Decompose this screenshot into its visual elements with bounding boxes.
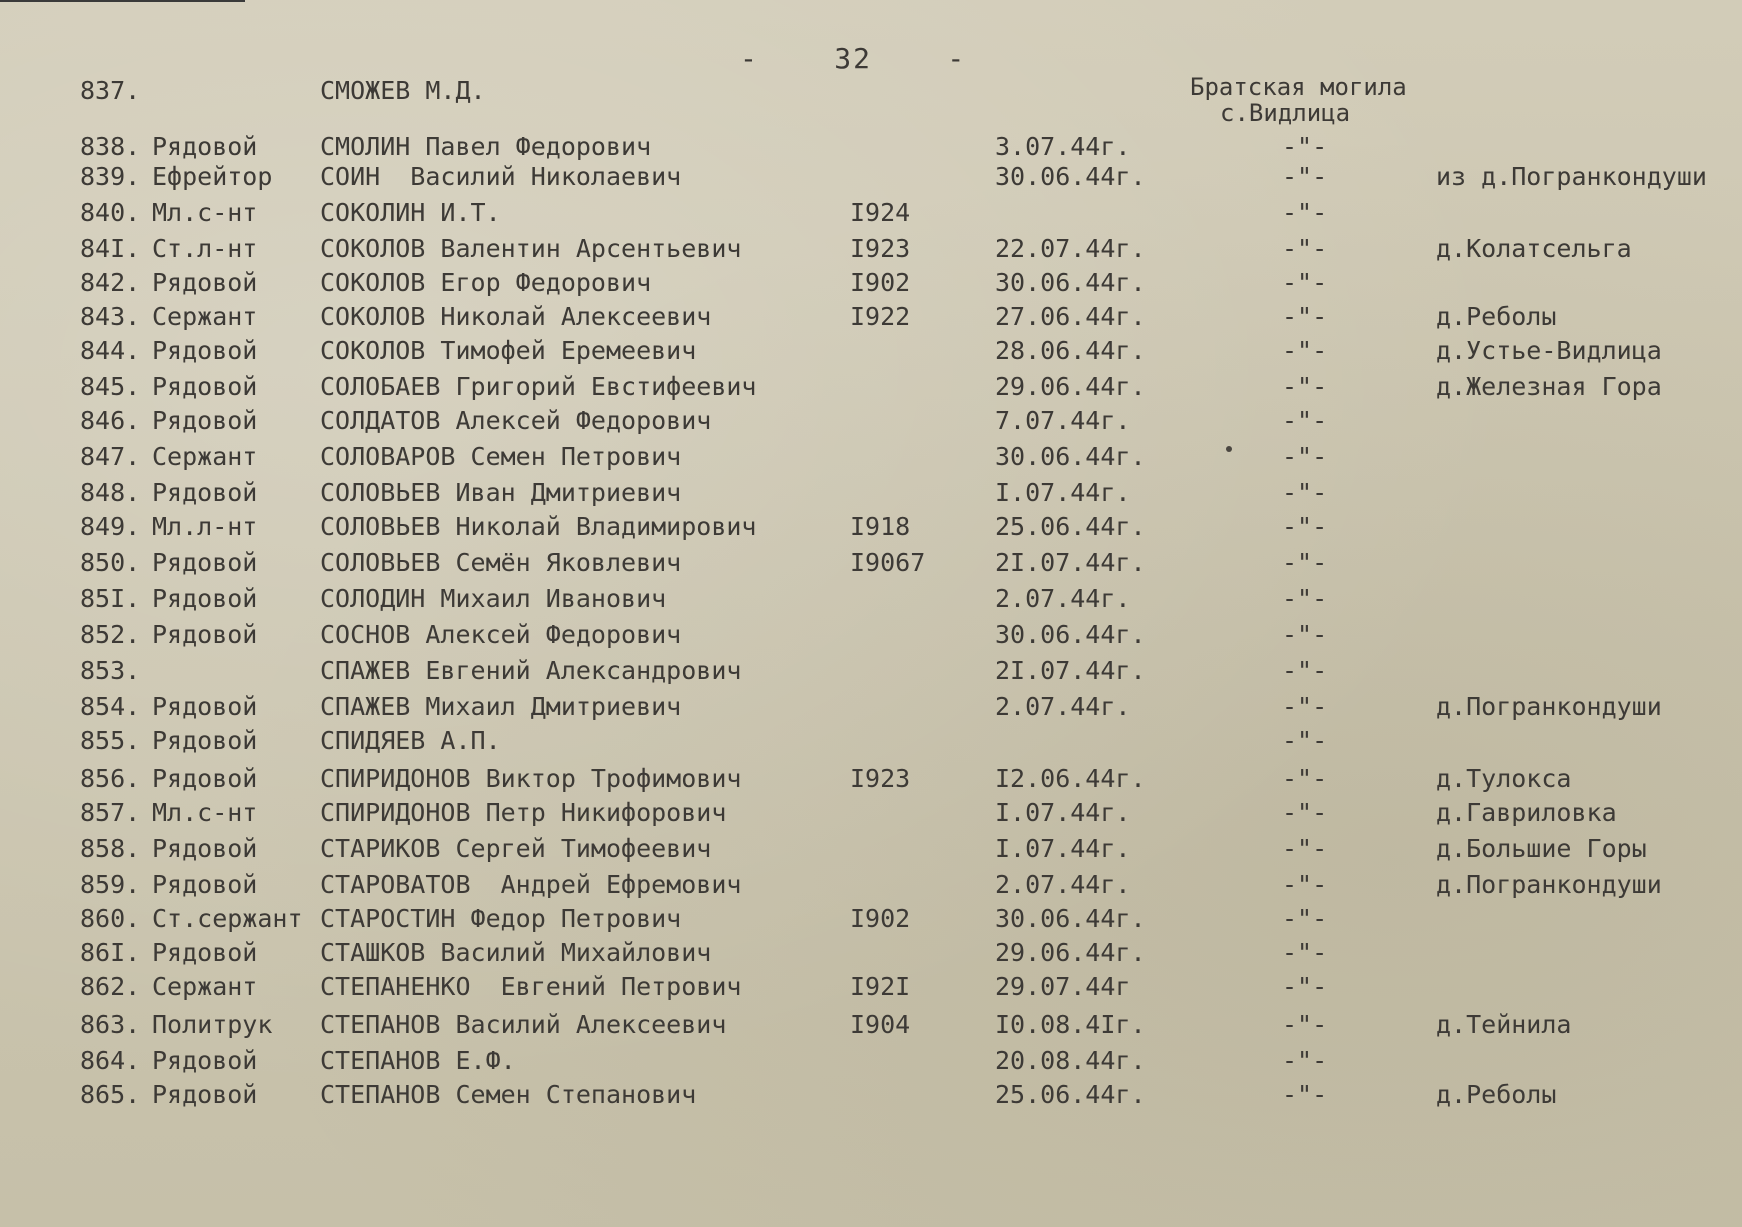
row-rank: Рядовой (152, 406, 258, 435)
row-rank: Рядовой (152, 938, 258, 967)
row-place: д.Колатсельга (1436, 234, 1632, 263)
row-name: СОЛОВАРОВ Семен Петрович (320, 442, 682, 471)
row-ditto: -"- (1282, 798, 1328, 827)
row-name: СОЛОВЬЕВ Иван Дмитриевич (320, 478, 682, 507)
row-name: СПИДЯЕВ А.П. (320, 726, 501, 755)
row-place: д.Устье-Видлица (1436, 336, 1662, 365)
row-date: 20.08.44г. (995, 1046, 1146, 1075)
row-date: 30.06.44г. (995, 620, 1146, 649)
row-num: 858. (80, 834, 141, 863)
row-num: 842. (80, 268, 141, 297)
row-rank: Рядовой (152, 692, 258, 721)
row-name: СОКОЛОВ Тимофей Еремеевич (320, 336, 697, 365)
row-name: СОЛОБАЕВ Григорий Евстифеевич (320, 372, 757, 401)
row-date: 29.06.44г. (995, 938, 1146, 967)
row-rank: Рядовой (152, 764, 258, 793)
row-num: 852. (80, 620, 141, 649)
row-date: 2.07.44г. (995, 870, 1131, 899)
row-name: СМОЛИН Павел Федорович (320, 132, 652, 161)
row-place: д.Погранкондуши (1436, 692, 1662, 721)
row-name: СПАЖЕВ Михаил Дмитриевич (320, 692, 682, 721)
row-name: СТАШКОВ Василий Михайлович (320, 938, 712, 967)
row-ditto: -"- (1282, 584, 1328, 613)
row-name: СПИРИДОНОВ Виктор Трофимович (320, 764, 742, 793)
row-date: 27.06.44г. (995, 302, 1146, 331)
row-num: 845. (80, 372, 141, 401)
row-year: I924 (850, 198, 911, 227)
row-num: 865. (80, 1080, 141, 1109)
row-year: I904 (850, 1010, 911, 1039)
row-name: СОКОЛОВ Егор Федорович (320, 268, 652, 297)
row-num: 853. (80, 656, 141, 685)
row-date: I2.06.44г. (995, 764, 1146, 793)
row-ditto: -"- (1282, 764, 1328, 793)
row-name: СПИРИДОНОВ Петр Никифорович (320, 798, 727, 827)
row-name: СТАРОСТИН Федор Петрович (320, 904, 682, 933)
row-rank: Мл.с-нт (152, 798, 258, 827)
row-rank: Рядовой (152, 1080, 258, 1109)
row-ditto: -"- (1282, 162, 1328, 191)
row-year: I9067 (850, 548, 926, 577)
row-ditto: -"- (1282, 726, 1328, 755)
row-date: 28.06.44г. (995, 336, 1146, 365)
row-rank: Сержант (152, 302, 258, 331)
row-ditto: -"- (1282, 268, 1328, 297)
row-name: СОЛОВЬЕВ Семён Яковлевич (320, 548, 682, 577)
row-name: СТЕПАНЕНКО Евгений Петрович (320, 972, 742, 1001)
row-place: д.Железная Гора (1436, 372, 1662, 401)
row-num: 848. (80, 478, 141, 507)
row-date: 2.07.44г. (995, 584, 1131, 613)
row-ditto: -"- (1282, 620, 1328, 649)
row-rank: Ст.л-нт (152, 234, 258, 263)
row-num: 85I. (80, 584, 141, 613)
row-date: 30.06.44г. (995, 268, 1146, 297)
row-ditto: -"- (1282, 336, 1328, 365)
row-year: I923 (850, 234, 911, 263)
row-num: 839. (80, 162, 141, 191)
row-rank: Рядовой (152, 268, 258, 297)
row-num: 849. (80, 512, 141, 541)
row-date: 22.07.44г. (995, 234, 1146, 263)
row-date: 29.06.44г. (995, 372, 1146, 401)
row-rank: Рядовой (152, 1046, 258, 1075)
row-rank: Рядовой (152, 336, 258, 365)
row-rank: Рядовой (152, 834, 258, 863)
row-ditto: -"- (1282, 870, 1328, 899)
row-date: I.07.44г. (995, 798, 1131, 827)
row-ditto: -"- (1282, 1046, 1328, 1075)
row-place: д.Большие Горы (1436, 834, 1647, 863)
row-rank: Рядовой (152, 870, 258, 899)
row-rank: Рядовой (152, 478, 258, 507)
ink-speck (1226, 446, 1232, 452)
row-name: СТЕПАНОВ Семен Степанович (320, 1080, 697, 1109)
row-name: СТАРИКОВ Сергей Тимофеевич (320, 834, 712, 863)
row-ditto: -"- (1282, 302, 1328, 331)
row-place: д.Тейнила (1436, 1010, 1572, 1039)
row-date: 29.07.44г (995, 972, 1131, 1001)
row-ditto: -"- (1282, 198, 1328, 227)
row-place: д.Реболы (1436, 302, 1557, 331)
row-rank: Рядовой (152, 372, 258, 401)
row-date: I.07.44г. (995, 834, 1131, 863)
row-rank: Рядовой (152, 548, 258, 577)
row-date: 2I.07.44г. (995, 656, 1146, 685)
row-ditto: -"- (1282, 132, 1328, 161)
grave-header-line1: Братская могила (1190, 73, 1407, 101)
grave-header-line2: с.Видлица (1220, 99, 1351, 127)
row-name: СМОЖЕВ М.Д. (320, 76, 486, 105)
row-ditto: -"- (1282, 938, 1328, 967)
row-ditto: -"- (1282, 1080, 1328, 1109)
row-rank: Рядовой (152, 132, 258, 161)
row-year: I902 (850, 904, 911, 933)
row-name: СОИН Василий Николаевич (320, 162, 682, 191)
row-date: 2.07.44г. (995, 692, 1131, 721)
row-num: 838. (80, 132, 141, 161)
row-rank: Рядовой (152, 726, 258, 755)
row-place: д.Погранкондуши (1436, 870, 1662, 899)
row-name: СОКОЛОВ Валентин Арсентьевич (320, 234, 742, 263)
row-num: 847. (80, 442, 141, 471)
row-num: 86I. (80, 938, 141, 967)
row-rank: Ст.сержант (152, 904, 303, 933)
row-ditto: -"- (1282, 548, 1328, 577)
row-name: СТЕПАНОВ Василий Алексеевич (320, 1010, 727, 1039)
row-name: СОСНОВ Алексей Федорович (320, 620, 682, 649)
row-place: д.Гавриловка (1436, 798, 1617, 827)
row-year: I918 (850, 512, 911, 541)
row-date: 30.06.44г. (995, 442, 1146, 471)
row-rank: Политрук (152, 1010, 273, 1039)
row-ditto: -"- (1282, 406, 1328, 435)
row-num: 857. (80, 798, 141, 827)
row-year: I902 (850, 268, 911, 297)
row-num: 837. (80, 76, 141, 105)
row-date: 30.06.44г. (995, 904, 1146, 933)
row-ditto: -"- (1282, 834, 1328, 863)
row-date: 2I.07.44г. (995, 548, 1146, 577)
row-year: I92I (850, 972, 911, 1001)
row-num: 850. (80, 548, 141, 577)
row-place: д.Тулокса (1436, 764, 1572, 793)
row-name: СТЕПАНОВ Е.Ф. (320, 1046, 516, 1075)
row-name: СОЛДАТОВ Алексей Федорович (320, 406, 712, 435)
row-year: I923 (850, 764, 911, 793)
row-rank: Сержант (152, 442, 258, 471)
row-num: 862. (80, 972, 141, 1001)
row-num: 864. (80, 1046, 141, 1075)
row-num: 844. (80, 336, 141, 365)
row-name: СОКОЛОВ Николай Алексеевич (320, 302, 712, 331)
row-rank: Ефрейтор (152, 162, 273, 191)
row-date: 30.06.44г. (995, 162, 1146, 191)
row-date: 7.07.44г. (995, 406, 1131, 435)
row-rank: Рядовой (152, 584, 258, 613)
row-num: 84I. (80, 234, 141, 263)
row-num: 840. (80, 198, 141, 227)
row-ditto: -"- (1282, 478, 1328, 507)
row-ditto: -"- (1282, 512, 1328, 541)
top-edge-bar (0, 0, 245, 2)
row-num: 856. (80, 764, 141, 793)
row-num: 843. (80, 302, 141, 331)
row-ditto: -"- (1282, 692, 1328, 721)
row-date: 25.06.44г. (995, 1080, 1146, 1109)
row-rank: Сержант (152, 972, 258, 1001)
row-ditto: -"- (1282, 1010, 1328, 1039)
page-number: - 32 - (740, 42, 967, 75)
row-num: 846. (80, 406, 141, 435)
row-ditto: -"- (1282, 972, 1328, 1001)
row-ditto: -"- (1282, 656, 1328, 685)
row-num: 854. (80, 692, 141, 721)
row-name: СПАЖЕВ Евгений Александрович (320, 656, 742, 685)
row-ditto: -"- (1282, 904, 1328, 933)
row-date: 25.06.44г. (995, 512, 1146, 541)
row-date: 3.07.44г. (995, 132, 1131, 161)
row-place: из д.Погранкондуши (1436, 162, 1707, 191)
row-num: 860. (80, 904, 141, 933)
row-num: 863. (80, 1010, 141, 1039)
row-year: I922 (850, 302, 911, 331)
row-rank: Мл.с-нт (152, 198, 258, 227)
row-name: СОЛОДИН Михаил Иванович (320, 584, 667, 613)
row-place: д.Реболы (1436, 1080, 1557, 1109)
row-ditto: -"- (1282, 442, 1328, 471)
row-ditto: -"- (1282, 234, 1328, 263)
row-date: I0.08.4Iг. (995, 1010, 1146, 1039)
row-ditto: -"- (1282, 372, 1328, 401)
row-name: СОЛОВЬЕВ Николай Владимирович (320, 512, 757, 541)
row-num: 855. (80, 726, 141, 755)
row-rank: Рядовой (152, 620, 258, 649)
grave-header (1190, 74, 1407, 126)
row-rank: Мл.л-нт (152, 512, 258, 541)
row-num: 859. (80, 870, 141, 899)
row-name: СОКОЛИН И.Т. (320, 198, 501, 227)
row-name: СТАРОВАТОВ Андрей Ефремович (320, 870, 742, 899)
row-date: I.07.44г. (995, 478, 1131, 507)
